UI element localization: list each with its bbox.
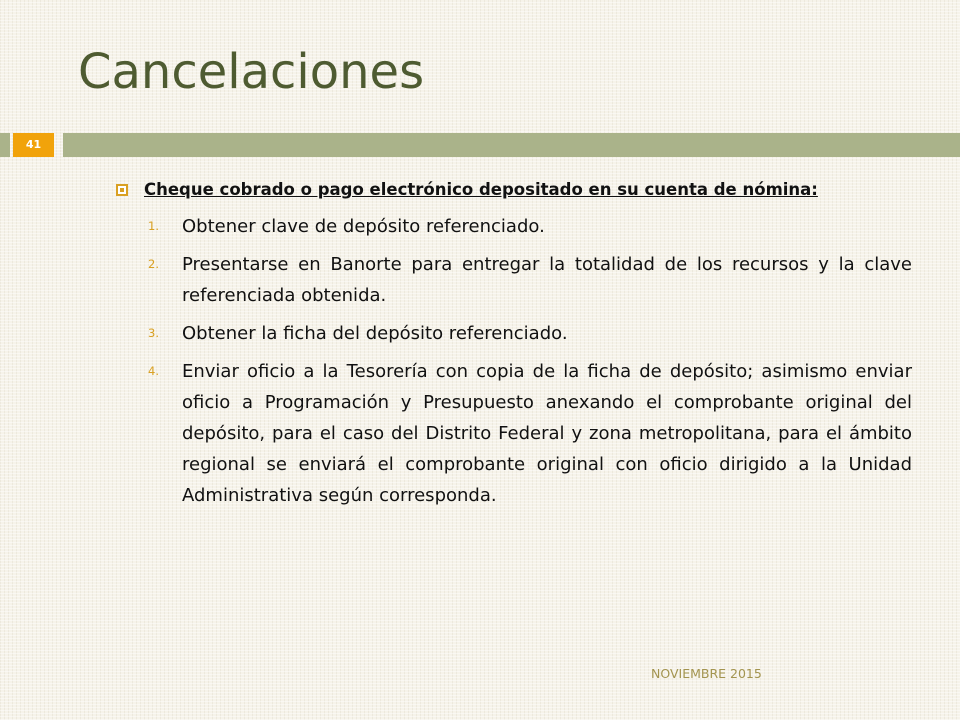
slide-title: Cancelaciones	[78, 44, 425, 100]
list-item-text: Enviar oficio a la Tesorería con copia de la ficha de depósito; asimismo enviar oficio a Programación y Presupuesto anexando el comprobante original del depósito, para el caso del Distrito Federal y zona metropolitana, para el ámbito regional se enviará el comprobante original con oficio dirigido a la Unidad Administrativa según corresponda.	[182, 361, 912, 506]
lead-text: Cheque cobrado o pago electrónico depositado en su cuenta de nómina:	[144, 180, 818, 199]
list-item-text: Obtener la ficha del depósito referenciado.	[182, 323, 568, 344]
list-item	[116, 249, 912, 311]
header-bar-right	[63, 133, 960, 157]
lead-bullet	[116, 176, 912, 204]
list-item	[116, 318, 912, 349]
list-item-number: 4.	[148, 364, 159, 378]
steps-list	[116, 211, 912, 511]
list-item-text: Obtener clave de depósito referenciado.	[182, 216, 545, 237]
square-bullet-icon	[116, 184, 128, 196]
list-item	[116, 356, 912, 511]
header-bar-left	[0, 133, 10, 157]
slide-content	[116, 176, 912, 518]
list-item	[116, 211, 912, 242]
list-item-text: Presentarse en Banorte para entregar la totalidad de los recursos y la clave referenciada obtenida.	[182, 254, 912, 306]
list-item-number: 3.	[148, 326, 159, 340]
footer-date: NOVIEMBRE 2015	[651, 666, 762, 681]
list-item-number: 1.	[148, 219, 159, 233]
slide-number: 41	[13, 133, 54, 157]
list-item-number: 2.	[148, 257, 159, 271]
